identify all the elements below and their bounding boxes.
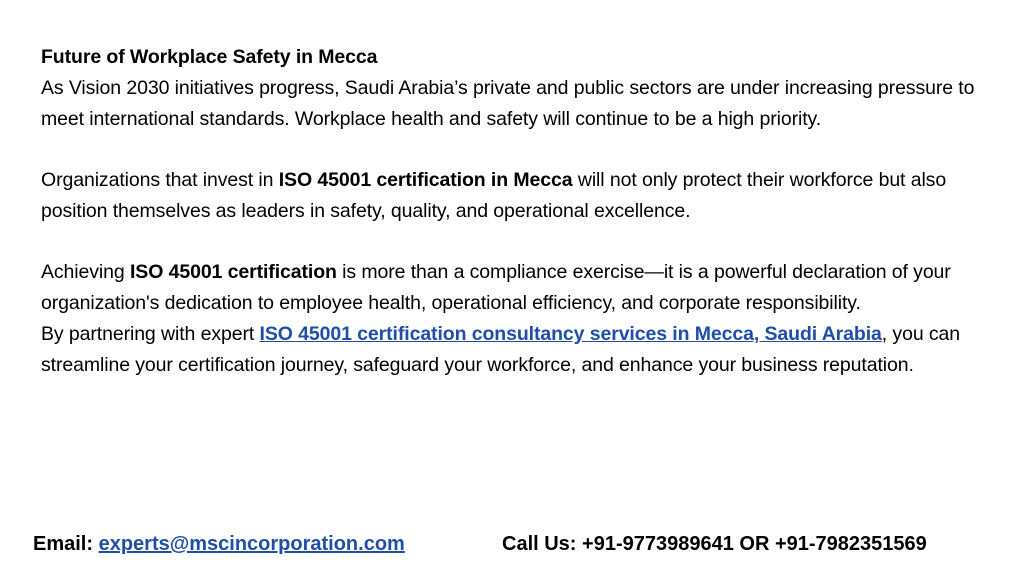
bold-phrase-iso: ISO 45001 certification	[129, 261, 337, 283]
consultancy-services-link[interactable]: ISO 45001 certification consultancy services in Mecca, Saudi Arabia	[259, 323, 882, 345]
email-contact	[33, 528, 405, 560]
bold-phrase-mecca: ISO 45001 certification in Mecca	[278, 169, 573, 191]
partnering-paragraph: By partnering with expert ISO 45001 certification consultancy services in Mecca, Saudi Arabia, you can streamline your certification journey, safeguard your workforce, and enhance your business reputation.	[41, 323, 961, 376]
contact-footer	[33, 528, 994, 560]
paragraph-spacer	[41, 227, 981, 257]
intro-paragraph: As Vision 2030 initiatives progress, Saudi Arabia’s private and public sectors are under increasing pressure to meet international standards. Workplace health and safety will continue to be a high priority.	[41, 77, 975, 130]
email-link[interactable]: experts@mscincorporation.com	[98, 533, 405, 555]
section-heading: Future of Workplace Safety in Mecca	[41, 46, 378, 68]
email-label: Email:	[33, 533, 99, 555]
achievement-paragraph: Achieving ISO 45001 certification is more than a compliance exercise—it is a powerful declaration of your organization's dedication to employee health, operational efficiency, and corporate responsibility.	[41, 261, 951, 314]
investment-paragraph: Organizations that invest in ISO 45001 certification in Mecca will not only protect their workforce but also position themselves as leaders in safety, quality, and operational excellence.	[41, 169, 947, 222]
paragraph-spacer	[41, 135, 981, 165]
article-body	[41, 42, 981, 381]
phone-contact: Call Us: +91-9773989641 OR +91-7982351569	[502, 533, 927, 555]
